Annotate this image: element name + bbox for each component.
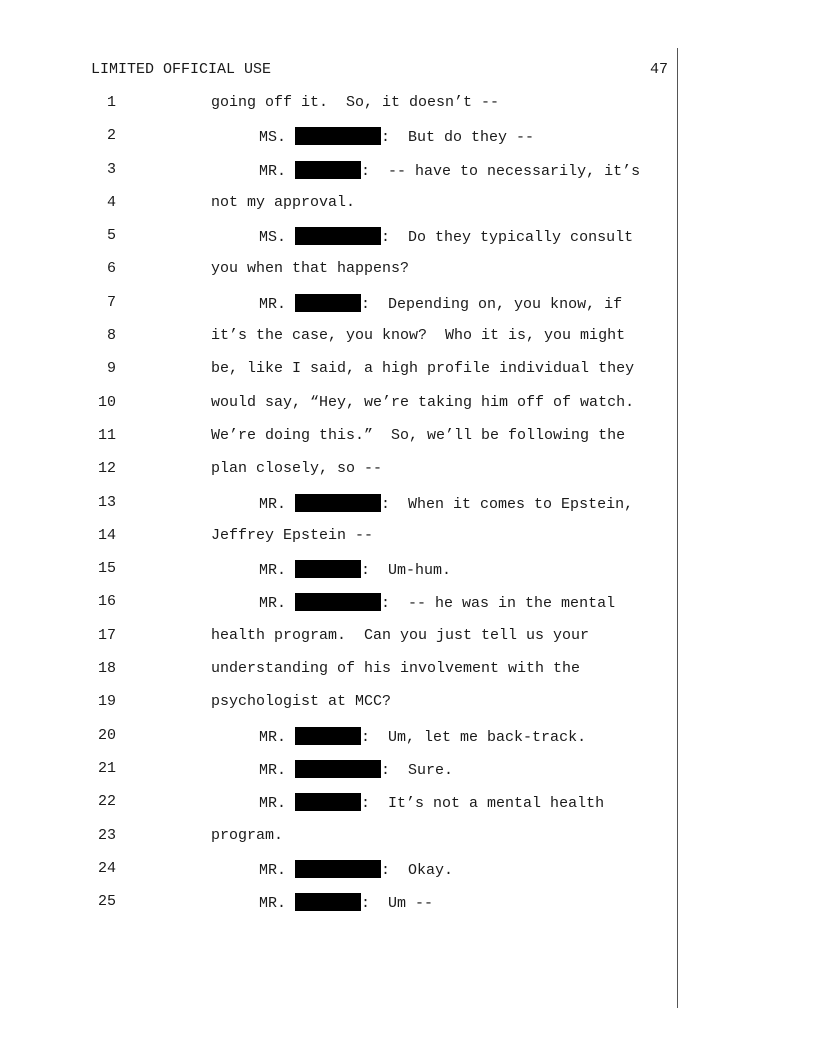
redaction-block: [295, 227, 381, 245]
speaker-line: [259, 494, 633, 514]
speaker-text: : When it comes to Epstein,: [381, 495, 634, 513]
speaker-line: [259, 727, 586, 747]
speaker-prefix: MR.: [259, 562, 287, 580]
speaker-prefix: MR.: [259, 761, 287, 779]
transcript-line: [0, 294, 676, 327]
redaction-block: [295, 494, 381, 512]
transcript-line: [0, 394, 676, 427]
line-number: 25: [97, 893, 116, 911]
line-text: you when that happens?: [211, 260, 410, 278]
speaker-prefix: MR.: [259, 295, 287, 313]
line-text: understanding of his involvement with the: [211, 660, 581, 678]
transcript-line: [0, 827, 676, 860]
transcript-line: [0, 560, 676, 593]
redaction-block: [295, 127, 381, 145]
redaction-block: [295, 793, 361, 811]
speaker-prefix: MR.: [259, 495, 287, 513]
line-text: psychologist at MCC?: [211, 693, 392, 711]
speaker-prefix: MR.: [259, 162, 287, 180]
speaker-prefix: MR.: [259, 595, 287, 613]
line-text: it’s the case, you know? Who it is, you might: [211, 327, 626, 345]
transcript-line: [0, 260, 676, 293]
speaker-text: : It’s not a mental health: [361, 795, 605, 813]
speaker-line: [259, 161, 640, 181]
speaker-prefix: MR.: [259, 895, 287, 913]
line-number: 23: [97, 826, 116, 844]
speaker-prefix: MS.: [259, 129, 287, 147]
line-number: 18: [97, 660, 116, 678]
speaker-text: : Um --: [361, 895, 434, 913]
transcript-line: [0, 593, 676, 626]
line-number: 20: [97, 726, 116, 744]
transcript-line: [0, 860, 676, 893]
line-text: Jeffrey Epstein --: [211, 526, 374, 544]
transcript-line: [0, 161, 676, 194]
line-number: 5: [106, 227, 116, 245]
transcript-line: [0, 893, 676, 926]
line-number: 12: [97, 460, 116, 478]
speaker-text: : Okay.: [381, 861, 454, 879]
line-number: 9: [106, 360, 116, 378]
speaker-text: : -- have to necessarily, it’s: [361, 162, 641, 180]
line-number: 21: [97, 759, 116, 777]
line-text: would say, “Hey, we’re taking him off of watch.: [211, 393, 635, 411]
redaction-block: [295, 760, 381, 778]
speaker-prefix: MS.: [259, 229, 287, 247]
redaction-block: [295, 727, 361, 745]
line-number: 13: [97, 493, 116, 511]
speaker-prefix: MR.: [259, 861, 287, 879]
transcript-line: [0, 327, 676, 360]
line-number: 8: [106, 327, 116, 345]
line-text: be, like I said, a high profile individual they: [211, 360, 635, 378]
classification-marking: LIMITED OFFICIAL USE: [91, 61, 272, 78]
speaker-line: [259, 227, 633, 247]
line-text: going off it. So, it doesn’t --: [211, 94, 500, 111]
right-margin-rule: [677, 48, 678, 1008]
speaker-line: [259, 593, 615, 613]
transcript-line: [0, 693, 676, 726]
redaction-block: [295, 294, 361, 312]
line-number: 17: [97, 626, 116, 644]
line-number: 10: [97, 393, 116, 411]
line-number: 24: [97, 859, 116, 877]
line-text: program.: [211, 826, 284, 844]
speaker-text: : Depending on, you know, if: [361, 295, 623, 313]
transcript-line: [0, 627, 676, 660]
speaker-line: [259, 127, 534, 147]
speaker-prefix: MR.: [259, 795, 287, 813]
line-number: 4: [106, 193, 116, 211]
line-number: 6: [106, 260, 116, 278]
line-number: 7: [106, 293, 116, 311]
transcript-line: [0, 427, 676, 460]
speaker-line: [259, 294, 622, 314]
line-number: 14: [97, 526, 116, 544]
transcript-line: [0, 460, 676, 493]
transcript-line: [0, 660, 676, 693]
speaker-text: : Um-hum.: [361, 562, 452, 580]
redaction-block: [295, 161, 361, 179]
transcript-lines: [0, 94, 676, 926]
transcript-line: [0, 194, 676, 227]
line-text: health program. Can you just tell us your: [211, 626, 590, 644]
speaker-text: : Sure.: [381, 761, 454, 779]
speaker-line: [259, 793, 604, 813]
speaker-text: : But do they --: [381, 129, 535, 147]
transcript-line: [0, 494, 676, 527]
speaker-line: [259, 560, 451, 580]
line-number: 3: [106, 160, 116, 178]
transcript-line: [0, 527, 676, 560]
transcript-line: [0, 94, 676, 127]
transcript-line: [0, 227, 676, 260]
speaker-text: : -- he was in the mental: [381, 595, 616, 613]
line-number: 19: [97, 693, 116, 711]
transcript-line: [0, 760, 676, 793]
transcript-line: [0, 727, 676, 760]
line-number: 22: [97, 793, 116, 811]
redaction-block: [295, 593, 381, 611]
speaker-line: [259, 860, 453, 880]
line-text: not my approval.: [211, 193, 356, 211]
line-text: We’re doing this.” So, we’ll be following the: [211, 426, 626, 444]
line-number: 15: [97, 560, 116, 578]
speaker-text: : Do they typically consult: [381, 229, 634, 247]
line-number: 2: [106, 127, 116, 145]
speaker-text: : Um, let me back-track.: [361, 728, 587, 746]
transcript-line: [0, 127, 676, 160]
speaker-line: [259, 760, 453, 780]
line-number: 1: [106, 94, 116, 111]
page-number: 47: [649, 61, 668, 78]
transcript-line: [0, 793, 676, 826]
redaction-block: [295, 560, 361, 578]
transcript-line: [0, 360, 676, 393]
line-number: 16: [97, 593, 116, 611]
line-number: 11: [97, 426, 116, 444]
speaker-line: [259, 893, 433, 913]
speaker-prefix: MR.: [259, 728, 287, 746]
redaction-block: [295, 860, 381, 878]
line-text: plan closely, so --: [211, 460, 383, 478]
redaction-block: [295, 893, 361, 911]
